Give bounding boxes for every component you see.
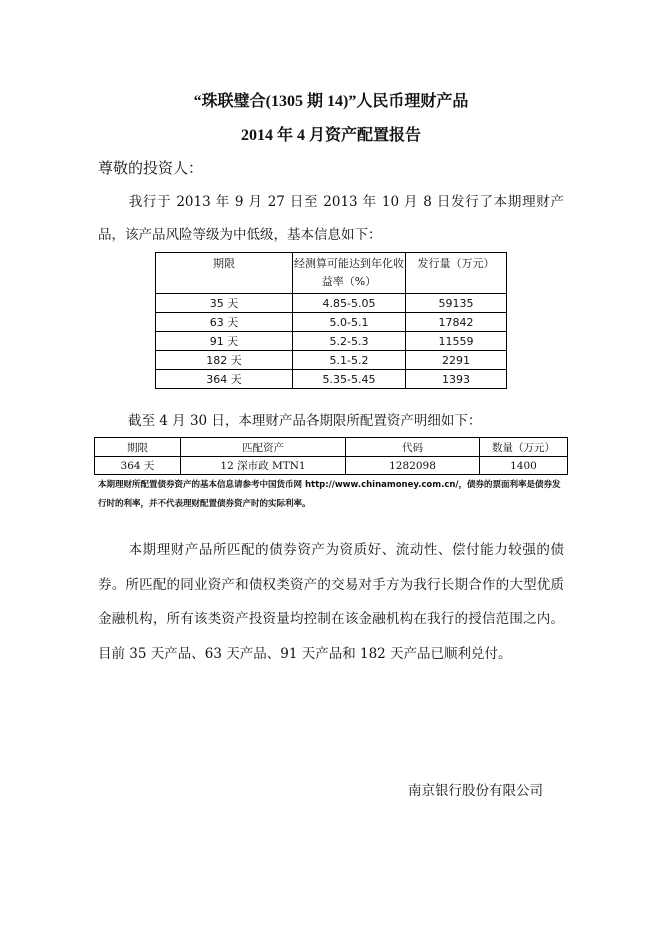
- issue-amount-cell: 1393: [406, 370, 507, 389]
- yield-cell: 5.35-5.45: [293, 370, 406, 389]
- term-cell: 91 天: [156, 332, 293, 351]
- term-cell: 35 天: [156, 294, 293, 313]
- asset-intro: 截至 4 月 30 日，本理财产品各期限所配置资产明细如下：: [128, 413, 482, 429]
- code-cell: 1282098: [346, 457, 480, 475]
- table-row: [156, 332, 507, 351]
- issue-amount-cell: 17842: [406, 313, 507, 332]
- table-row: [95, 457, 568, 475]
- report-title-line2: 2014 年 4 月资产配置报告: [240, 127, 421, 144]
- product-info-table: [155, 252, 507, 389]
- yield-cell: 5.0-5.1: [293, 313, 406, 332]
- issue-amount-cell: 2291: [406, 351, 507, 370]
- yield-cell: 5.1-5.2: [293, 351, 406, 370]
- table-row: [156, 370, 507, 389]
- term-cell: 364 天: [156, 370, 293, 389]
- table-row: [156, 351, 507, 370]
- table-header-row: [95, 438, 568, 457]
- term-cell: 63 天: [156, 313, 293, 332]
- table-row: [156, 294, 507, 313]
- issue-amount-cell: 59135: [406, 294, 507, 313]
- col-header-quantity: 数量（万元）: [480, 438, 568, 457]
- body-paragraph: [98, 533, 564, 671]
- quantity-cell: 1400: [480, 457, 568, 475]
- table-row: [156, 313, 507, 332]
- yield-cell: 4.85-5.05: [293, 294, 406, 313]
- term-cell: 364 天: [95, 457, 181, 475]
- asset-allocation-table: [94, 437, 568, 475]
- term-cell: 182 天: [156, 351, 293, 370]
- intro-paragraph: [98, 186, 564, 252]
- report-title-line1: “珠联璧合(1305 期 14)”人民币理财产品: [193, 93, 469, 110]
- table-header-row: [156, 253, 507, 294]
- col-header-issue-amount: 发行量（万元）: [406, 253, 507, 294]
- body-paragraph-text: 本期理财产品所匹配的债券资产为资质好、流动性、偿付能力较强的债券。所匹配的同业资产和债权类资产的交易对手方为我行长期合作的大型优质金融机构，所有该类资产投资量均控制在该金融机构在我行的授信范围之内。目前 35 天产品、63 天产品、91 天产品和 182 天产品已顺利兑付。: [98, 542, 564, 662]
- col-header-yield: 经测算可能达到年化收益率（%）: [293, 253, 406, 294]
- intro-paragraph-text: 我行于 2013 年 9 月 27 日至 2013 年 10 月 8 日发行了本期理财产品，该产品风险等级为中低级，基本信息如下：: [98, 194, 564, 243]
- greeting: 尊敬的投资人：: [98, 159, 204, 177]
- col-header-term: 期限: [156, 253, 293, 294]
- yield-cell: 5.2-5.3: [293, 332, 406, 351]
- issue-amount-cell: 11559: [406, 332, 507, 351]
- footnote: 本期理财所配置债券资产的基本信息请参考中国货币网 http://www.chinamoney.com.cn/，债券的票面利率是债券发行时的利率，并不代表理财配置债券资产时的实际利率。: [98, 480, 561, 509]
- col-header-term: 期限: [95, 438, 181, 457]
- matched-asset-cell: 12 深市政 MTN1: [181, 457, 346, 475]
- col-header-code: 代码: [346, 438, 480, 457]
- signature: 南京银行股份有限公司: [408, 783, 543, 799]
- col-header-matched-asset: 匹配资产: [181, 438, 346, 457]
